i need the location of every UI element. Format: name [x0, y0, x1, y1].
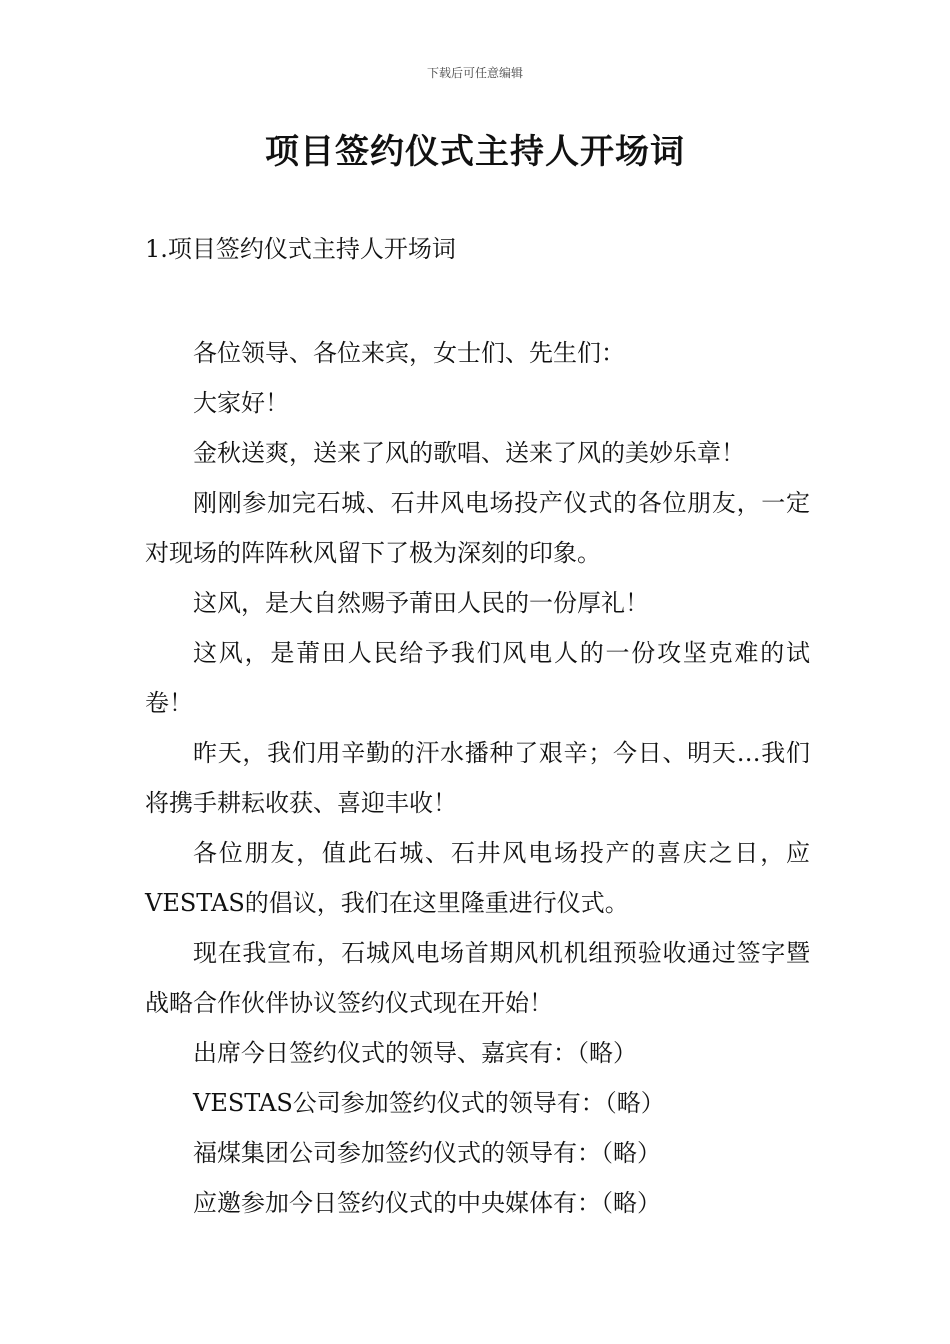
paragraph: 昨天，我们用辛勤的汗水播种了艰辛；今日、明天…我们将携手耕耘收获、喜迎丰收！	[145, 739, 810, 817]
section-heading: 1.项目签约仪式主持人开场词	[145, 235, 456, 263]
paragraph: 应邀参加今日签约仪式的中央媒体有：（略）	[193, 1189, 661, 1217]
paragraph: 这风，是大自然赐予莆田人民的一份厚礼！	[193, 589, 649, 617]
paragraph: 这风，是莆田人民给予我们风电人的一份攻坚克难的试卷！	[145, 639, 810, 717]
paragraph: 刚刚参加完石城、石井风电场投产仪式的各位朋友，一定对现场的阵阵秋风留下了极为深刻的印象。	[145, 489, 810, 567]
paragraph: 各位朋友，值此石城、石井风电场投产的喜庆之日，应VESTAS的倡议，我们在这里隆重进行仪式。	[145, 839, 810, 917]
document-body	[145, 328, 810, 1228]
paragraph: 现在我宣布，石城风电场首期风机机组预验收通过签字暨战略合作伙伴协议签约仪式现在开始！	[145, 939, 810, 1017]
paragraph: 各位领导、各位来宾，女士们、先生们：	[193, 339, 625, 367]
paragraph: 出席今日签约仪式的领导、嘉宾有：（略）	[193, 1039, 637, 1067]
document-title: 项目签约仪式主持人开场词	[265, 132, 685, 172]
paragraph: 大家好！	[193, 389, 289, 417]
paragraph: VESTAS公司参加签约仪式的领导有：（略）	[193, 1089, 665, 1117]
header-note: 下载后可任意编辑	[426, 66, 523, 80]
paragraph: 金秋送爽，送来了风的歌唱、送来了风的美妙乐章！	[193, 439, 745, 467]
paragraph: 福煤集团公司参加签约仪式的领导有：（略）	[193, 1139, 661, 1167]
